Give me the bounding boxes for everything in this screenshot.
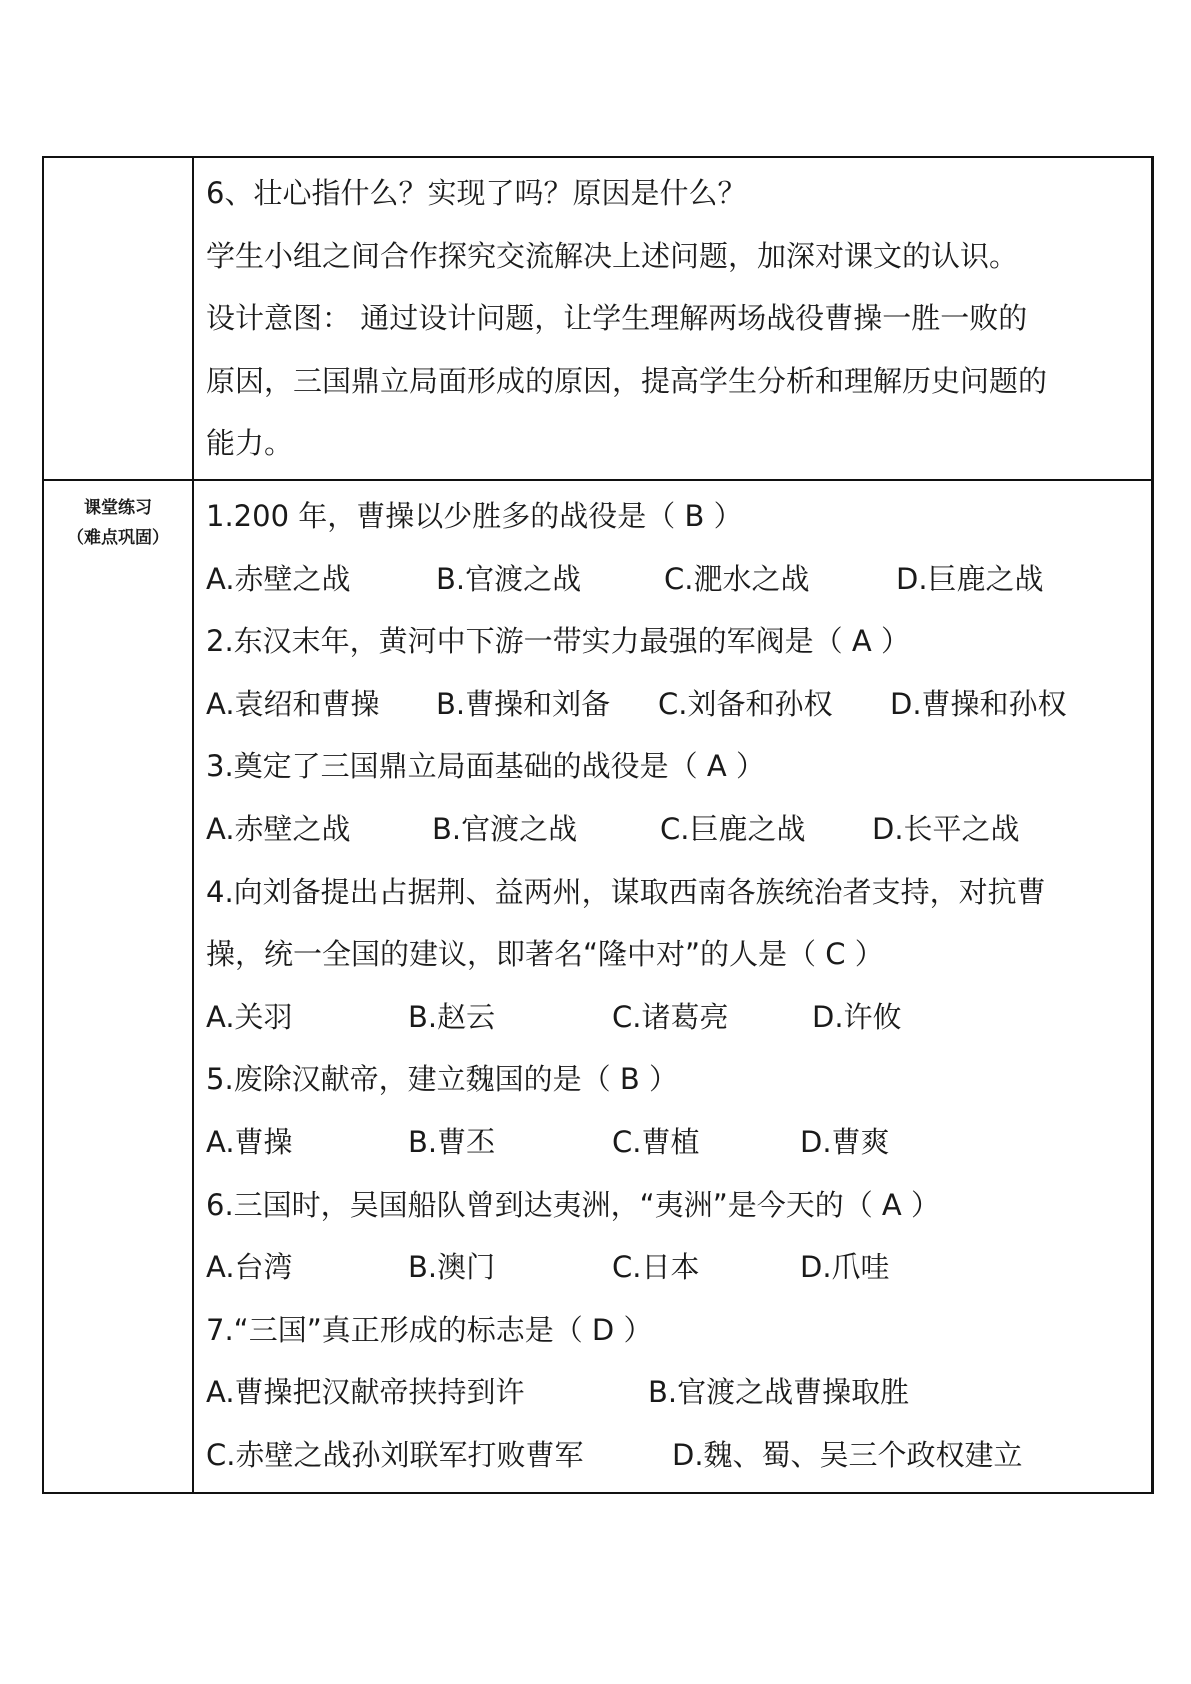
option-a: A.赤壁之战 (206, 811, 351, 846)
question-stem: 4.向刘备提出占据荆、益两州，谋取西南各族统治者支持，对抗曹 (206, 874, 1046, 909)
question-stem: 5.废除汉献帝，建立魏国的是（ B ） (206, 1062, 679, 1097)
option-c: C.日本 (612, 1250, 700, 1285)
options-row (206, 798, 1143, 861)
design-intent-line-3: 能力。 (206, 426, 294, 461)
option-d: D.魏、蜀、吴三个政权建立 (672, 1437, 1023, 1472)
design-content-cell (193, 157, 1153, 480)
option-c: C.诸葛亮 (612, 999, 729, 1034)
design-intent-line-1: 设计意图： 通过设计问题，让学生理解两场战役曹操一胜一败的 (206, 301, 1028, 336)
question-6-line: 6、壮心指什么？实现了吗？原因是什么？ (206, 176, 747, 210)
question-stem: 3.奠定了三国鼎立局面基础的战役是（ A ） (206, 749, 765, 784)
group-discussion-line: 学生小组之间合作探究交流解决上述问题，加深对课文的认识。 (206, 238, 1019, 273)
option-b: B.官渡之战 (436, 561, 582, 596)
options-row (206, 548, 1143, 611)
options-row (206, 1111, 1143, 1174)
practice-row (43, 480, 1153, 1494)
practice-label-cell (43, 480, 193, 1494)
design-intent-line-2: 原因，三国鼎立局面形成的原因，提高学生分析和理解历史问题的 (206, 363, 1048, 398)
option-d: D.曹爽 (800, 1124, 890, 1159)
practice-label: 课堂练习 (84, 497, 152, 518)
question-stem: 1.200 年，曹操以少胜多的战役是（ B ） (206, 498, 743, 533)
option-b: B.澳门 (408, 1250, 496, 1285)
option-a: A.台湾 (206, 1250, 293, 1285)
option-d: D.曹操和孙权 (890, 686, 1067, 721)
question-stem: 6.三国时，吴国船队曾到达夷洲，“夷洲”是今天的（ A ） (206, 1187, 940, 1222)
option-a: A.曹操 (206, 1124, 293, 1159)
design-row (43, 157, 1153, 480)
option-c: C.曹植 (612, 1124, 700, 1159)
options-row (206, 1236, 1143, 1299)
option-b: B.赵云 (408, 999, 496, 1034)
option-d: D.爪哇 (800, 1250, 890, 1285)
options-row (206, 986, 1143, 1049)
options-row (206, 1361, 1143, 1424)
option-c: C.赤壁之战孙刘联军打败曹军 (206, 1437, 584, 1472)
lesson-table (42, 156, 1154, 1494)
option-b: B.官渡之战曹操取胜 (648, 1375, 910, 1410)
option-d: D.许攸 (812, 999, 902, 1034)
options-row (206, 1424, 1143, 1487)
option-a: A.曹操把汉献帝挟持到许 (206, 1375, 525, 1410)
option-b: B.曹操和刘备 (436, 686, 611, 721)
option-a: A.赤壁之战 (206, 561, 351, 596)
option-a: A.关羽 (206, 999, 293, 1034)
option-d: D.长平之战 (872, 811, 1020, 846)
option-a: A.袁绍和曹操 (206, 686, 380, 721)
option-c: C.刘备和孙权 (658, 686, 833, 721)
design-label-cell (43, 157, 193, 480)
practice-content-cell (193, 480, 1153, 1494)
question-stem: 2.东汉末年，黄河中下游一带实力最强的军阀是（ A ） (206, 624, 910, 659)
question-stem-cont: 操，统一全国的建议，即著名“隆中对”的人是（ C ） (206, 937, 884, 972)
question-stem: 7.“三国”真正形成的标志是（ D ） (206, 1312, 653, 1347)
options-row (206, 673, 1143, 736)
option-c: C.巨鹿之战 (660, 811, 806, 846)
option-c: C.淝水之战 (664, 561, 810, 596)
option-b: B.官渡之战 (432, 811, 578, 846)
practice-sublabel: （难点巩固） (67, 527, 169, 548)
option-b: B.曹丕 (408, 1124, 496, 1159)
option-d: D.巨鹿之战 (896, 561, 1044, 596)
